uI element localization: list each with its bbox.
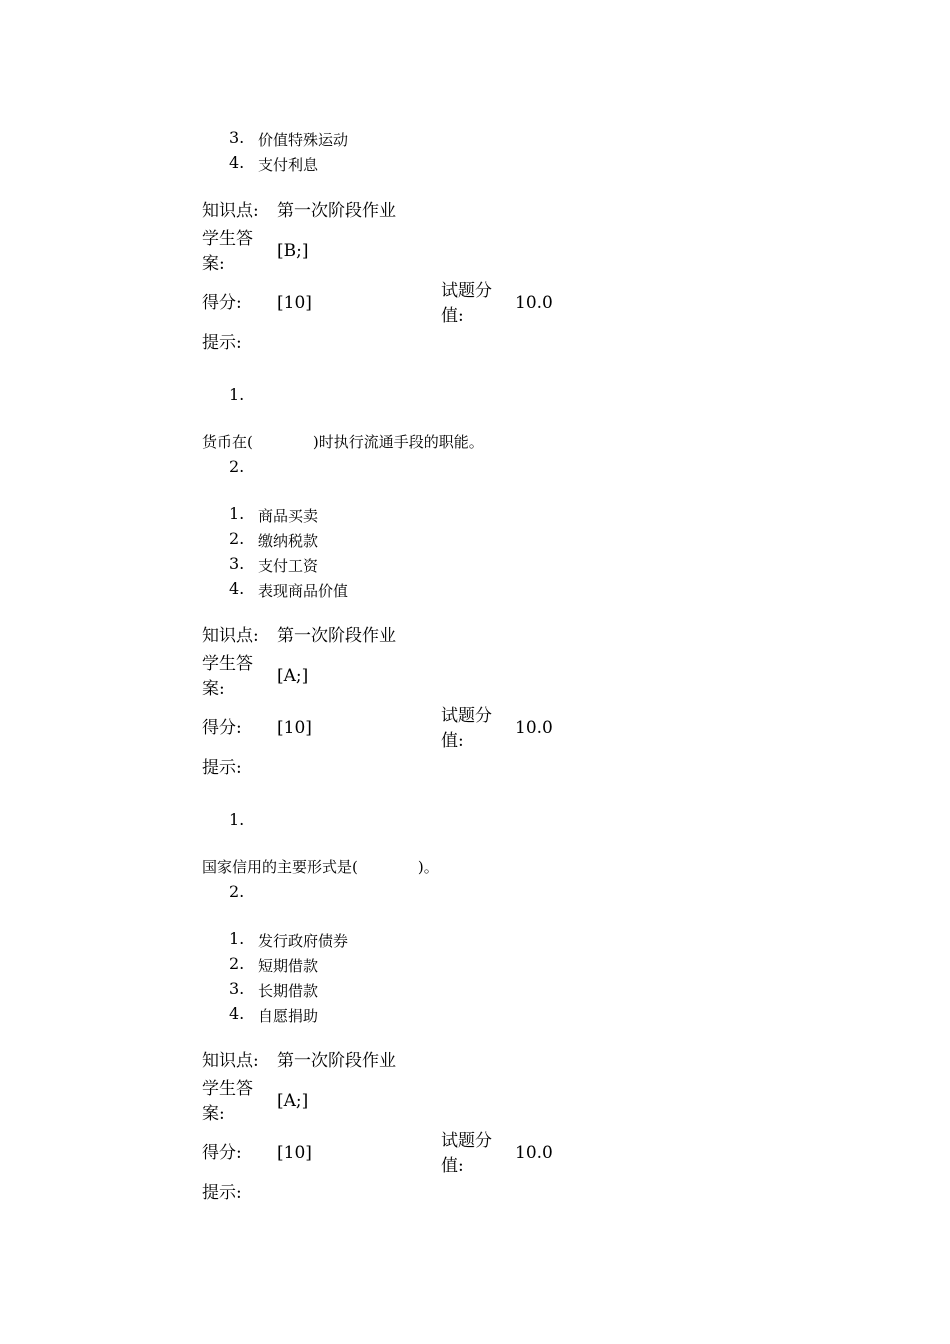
- knowledge-point-value: 第一次阶段作业: [277, 1051, 396, 1071]
- question-score-value: 10.0: [515, 718, 553, 738]
- knowledge-point-value: 第一次阶段作业: [277, 626, 396, 646]
- knowledge-point-label: 知识点:: [202, 1051, 259, 1071]
- option-number: 2.: [229, 954, 245, 973]
- score-label: 得分:: [202, 1143, 242, 1163]
- question-number: 1.: [229, 810, 245, 829]
- student-answer-label: 案:: [202, 1104, 225, 1124]
- option-number: 4.: [229, 153, 245, 172]
- option-text: 表现商品价值: [258, 582, 349, 600]
- option-text: 发行政府债券: [258, 932, 349, 950]
- sub-number: 2.: [229, 882, 245, 901]
- question-score-value: 10.0: [515, 1143, 553, 1163]
- hint-label: 提示:: [202, 1183, 242, 1203]
- score-value: [10]: [277, 1143, 312, 1163]
- question-score-label: 试题分: [441, 1131, 492, 1151]
- question-text: 货币在( )时执行流通手段的职能。: [202, 433, 484, 451]
- question-score-label: 试题分: [441, 281, 492, 301]
- option-number: 1.: [229, 929, 245, 948]
- student-answer-value: [B;]: [277, 241, 309, 261]
- question-score-label: 试题分: [441, 706, 492, 726]
- hint-label: 提示:: [202, 333, 242, 353]
- option-number: 3.: [229, 554, 245, 573]
- score-value: [10]: [277, 718, 312, 738]
- student-answer-label: 学生答: [202, 229, 253, 249]
- knowledge-point-label: 知识点:: [202, 201, 259, 221]
- knowledge-point-label: 知识点:: [202, 626, 259, 646]
- question-score-label: 值:: [441, 1156, 464, 1176]
- option-number: 2.: [229, 529, 245, 548]
- knowledge-point-value: 第一次阶段作业: [277, 201, 396, 221]
- option-text: 长期借款: [258, 982, 319, 1000]
- score-label: 得分:: [202, 293, 242, 313]
- score-label: 得分:: [202, 718, 242, 738]
- option-text: 支付工资: [258, 557, 319, 575]
- score-value: [10]: [277, 293, 312, 313]
- option-number: 3.: [229, 128, 245, 147]
- sub-number: 2.: [229, 457, 245, 476]
- question-score-label: 值:: [441, 306, 464, 326]
- hint-label: 提示:: [202, 758, 242, 778]
- option-text: 商品买卖: [258, 507, 319, 525]
- student-answer-value: [A;]: [277, 1091, 309, 1111]
- option-text: 价值特殊运动: [258, 131, 349, 149]
- question-score-label: 值:: [441, 731, 464, 751]
- option-number: 4.: [229, 1004, 245, 1023]
- option-number: 1.: [229, 504, 245, 523]
- question-number: 1.: [229, 385, 245, 404]
- option-text: 短期借款: [258, 957, 319, 975]
- option-text: 自愿捐助: [258, 1007, 319, 1025]
- option-text: 缴纳税款: [258, 532, 319, 550]
- student-answer-label: 案:: [202, 679, 225, 699]
- student-answer-label: 案:: [202, 254, 225, 274]
- question-score-value: 10.0: [515, 293, 553, 313]
- option-text: 支付利息: [258, 156, 319, 174]
- student-answer-label: 学生答: [202, 654, 253, 674]
- question-text: 国家信用的主要形式是( )。: [202, 858, 439, 876]
- option-number: 4.: [229, 579, 245, 598]
- student-answer-value: [A;]: [277, 666, 309, 686]
- option-number: 3.: [229, 979, 245, 998]
- student-answer-label: 学生答: [202, 1079, 253, 1099]
